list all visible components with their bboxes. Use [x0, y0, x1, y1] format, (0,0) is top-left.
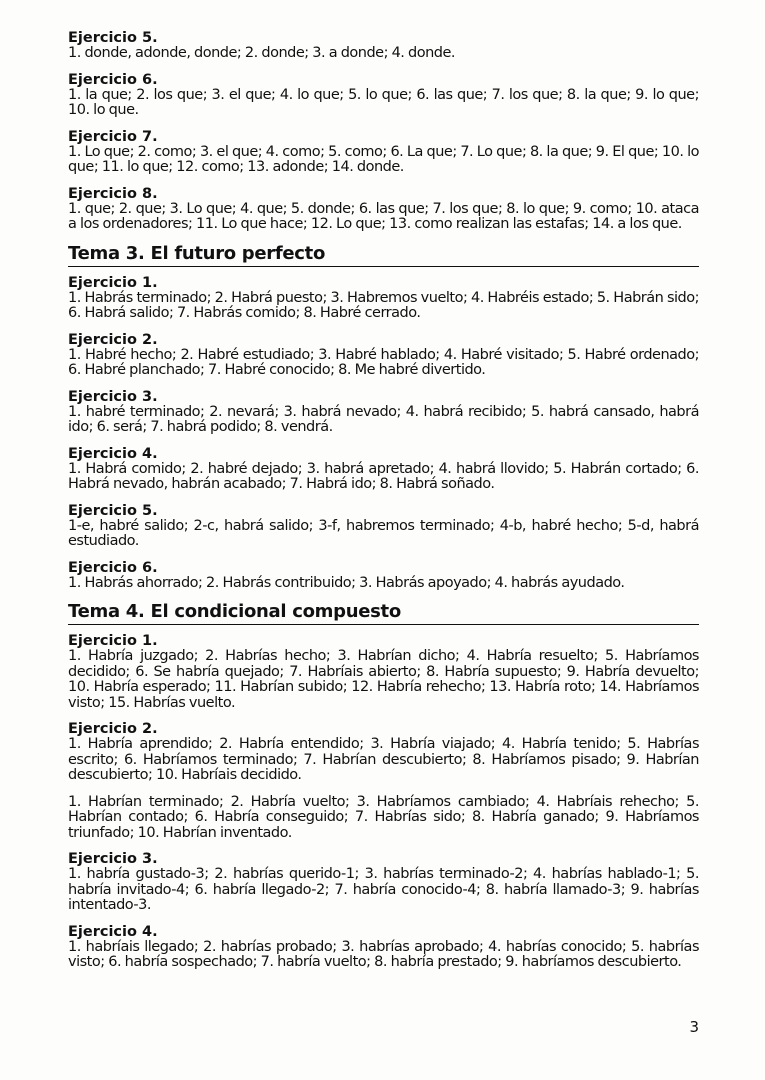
exercise-answers: 1. donde, adonde, donde; 2. donde; 3. a donde; 4. donde.	[68, 45, 456, 61]
exercise-title: Ejercicio 6.	[68, 559, 158, 576]
exercise-answers: 1-e, habré salido; 2-c, habrá salido; 3-f, habremos terminado; 4-b, habré hecho; 5-d, habrá estudiado.	[68, 517, 699, 549]
exercise-title: Ejercicio 2.	[68, 331, 158, 348]
tema3-exercise-2	[68, 333, 699, 379]
exercise-title: Ejercicio 2.	[68, 721, 158, 737]
exercise-answers: 1. la que; 2. los que; 3. el que; 4. lo que; 5. lo que; 6. las que; 7. los que; 8. la que; 9. lo que; 10. lo que.	[68, 86, 699, 118]
exercise-title: Ejercicio 8.	[68, 185, 158, 202]
exercise-title: Ejercicio 4.	[68, 923, 158, 940]
exercise-answers: 1. habría gustado-3; 2. habrías querido-1; 3. habrías terminado-2; 4. habrías hablado-1; 5. habría invitado-4; 6. habría llegado-2; 7. habría conocido-4; 8. habría llamado-3; 9. habrías intentado-3.	[68, 866, 699, 913]
exercise-8	[68, 187, 699, 233]
tema3-exercise-1	[68, 276, 699, 322]
tema4-exercise-3	[68, 852, 699, 914]
exercise-title: Ejercicio 5.	[68, 30, 158, 46]
exercise-title: Ejercicio 3.	[68, 388, 158, 405]
exercise-6	[68, 73, 699, 119]
section-title: Tema 3. El futuro perfecto	[68, 242, 326, 264]
section-header-tema-3	[68, 244, 699, 267]
exercise-title: Ejercicio 1.	[68, 633, 158, 649]
page-number: 3	[689, 1018, 699, 1036]
exercise-title: Ejercicio 3.	[68, 851, 158, 867]
exercise-answers: 1. habríais llegado; 2. habrías probado; 3. habrías aprobado; 4. habrías conocido; 5. habrías visto; 6. habría sospechado; 7. habría vuelto; 8. habría prestado; 9. habríamos descubierto.	[68, 938, 699, 970]
exercise-title: Ejercicio 4.	[68, 445, 158, 462]
exercise-title: Ejercicio 5.	[68, 502, 158, 519]
tema3-exercise-3	[68, 390, 699, 436]
tema3-exercise-5	[68, 504, 699, 550]
tema3-exercise-6	[68, 561, 699, 592]
tema4-exercise-1	[68, 634, 699, 711]
exercise-answers-part-2: 1. Habrían terminado; 2. Habría vuelto; 3. Habríamos cambiado; 4. Habríais rehecho; 5. Habrían contado; 6. Habría conseguido; 7. Habrías sido; 8. Habría ganado; 9. Habríamos triunfado; 10. Habrían inventado.	[68, 793, 699, 841]
exercise-answers: 1. habré terminado; 2. nevará; 3. habrá nevado; 4. habrá recibido; 5. habrá cansado, habrá ido; 6. será; 7. habrá podido; 8. vendrá.	[68, 403, 699, 435]
section-header-tema-4	[68, 602, 699, 625]
tema3-exercise-4	[68, 447, 699, 493]
exercise-5	[68, 31, 699, 62]
exercise-title: Ejercicio 1.	[68, 274, 158, 291]
exercise-answers: 1. que; 2. que; 3. Lo que; 4. que; 5. donde; 6. las que; 7. los que; 8. lo que; 9. como; 10. ataca a los ordenadores; 11. Lo que hace; 12. Lo que; 13. como realizan las estafas; 14. a los que.	[68, 200, 699, 232]
tema4-exercise-4	[68, 925, 699, 971]
section-title: Tema 4. El condicional compuesto	[68, 601, 401, 622]
exercise-7	[68, 130, 699, 176]
exercise-title: Ejercicio 6.	[68, 71, 158, 88]
exercise-answers: 1. Habrás terminado; 2. Habrá puesto; 3. Habremos vuelto; 4. Habréis estado; 5. Habrán sido; 6. Habrá salido; 7. Habrás comido; 8. Habré cerrado.	[68, 289, 699, 321]
exercise-answers: 1. Habría juzgado; 2. Habrías hecho; 3. Habrían dicho; 4. Habría resuelto; 5. Habríamos decidido; 6. Se habría quejado; 7. Habríais abierto; 8. Habría supuesto; 9. Habría devuelto; 10. Habría esperado; 11. Habrían subido; 12. Habría rehecho; 13. Habría roto; 14. Habríamos visto; 15. Habrías vuelto.	[68, 648, 699, 711]
exercise-answers: 1. Habré hecho; 2. Habré estudiado; 3. Habré hablado; 4. Habré visitado; 5. Habré ordenado; 6. Habré planchado; 7. Habré conocido; 8. Me habré divertido.	[68, 346, 699, 378]
exercise-answers: 1. Habrás ahorrado; 2. Habrás contribuido; 3. Habrás apoyado; 4. habrás ayudado.	[68, 574, 625, 591]
exercise-answers: 1. Lo que; 2. como; 3. el que; 4. como; 5. como; 6. La que; 7. Lo que; 8. la que; 9. El que; 10. lo que; 11. lo que; 12. como; 13. adonde; 14. donde.	[68, 143, 699, 175]
tema4-exercise-2	[68, 722, 699, 841]
exercise-title: Ejercicio 7.	[68, 128, 158, 145]
exercise-answers: 1. Habrá comido; 2. habré dejado; 3. habrá apretado; 4. habrá llovido; 5. Habrán cortado; 6. Habrá nevado, habrán acabado; 7. Habrá ido; 8. Habrá soñado.	[68, 460, 699, 492]
exercise-answers: 1. Habría aprendido; 2. Habría entendido; 3. Habría viajado; 4. Habría tenido; 5. Habrías escrito; 6. Habríamos terminado; 7. Habrían descubierto; 8. Habríamos pisado; 9. Habrían descubierto; 10. Habríais decidido.	[68, 736, 699, 783]
